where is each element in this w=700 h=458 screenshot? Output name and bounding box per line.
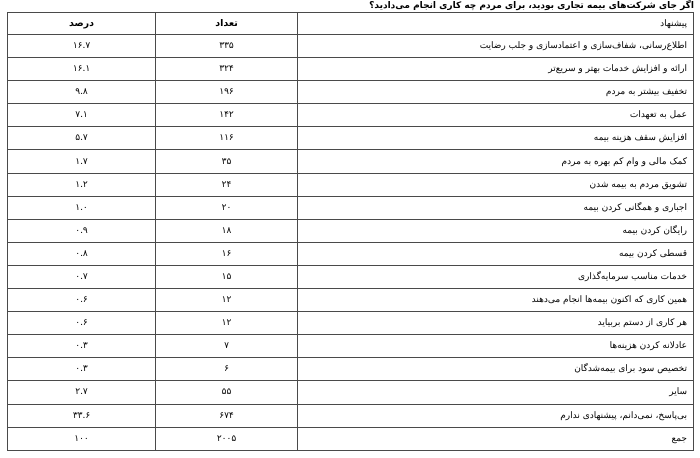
count-cell: ۷ [156,335,298,358]
suggestion-cell: عادلانه کردن هزینه‌ها [298,335,694,358]
count-cell: ۲۰۰۵ [156,427,298,450]
count-cell: ۱۸ [156,219,298,242]
count-cell: ۲۴ [156,173,298,196]
count-cell: ۱۲ [156,289,298,312]
count-cell: ۱۱۶ [156,127,298,150]
percent-cell: ۱۶.۷ [8,35,156,58]
count-cell: ۶ [156,358,298,381]
header-suggestion: پیشنهاد [298,13,694,35]
suggestion-cell: ارائه و افزایش خدمات بهتر و سریع‌تر [298,58,694,81]
suggestion-cell: افزایش سقف هزینه بیمه [298,127,694,150]
count-cell: ۱۹۶ [156,81,298,104]
percent-cell: ۰.۳ [8,335,156,358]
count-cell: ۳۵ [156,150,298,173]
suggestion-cell: تشویق مردم به بیمه شدن [298,173,694,196]
table-row [8,150,694,173]
table-row [8,219,694,242]
count-cell: ۳۲۴ [156,58,298,81]
count-cell: ۱۶ [156,242,298,265]
percent-cell: ۵.۷ [8,127,156,150]
table-row [8,335,694,358]
percent-cell: ۰.۸ [8,242,156,265]
table-row [8,242,694,265]
suggestion-cell: تخفیف بیشتر به مردم [298,81,694,104]
percent-cell: ۰.۳ [8,358,156,381]
table-row [8,381,694,404]
count-cell: ۱۴۲ [156,104,298,127]
suggestion-cell: قسطی کردن بیمه [298,242,694,265]
percent-cell: ۰.۶ [8,289,156,312]
header-percent: درصد [8,13,156,35]
percent-cell: ۰.۶ [8,312,156,335]
suggestion-cell: جمع [298,427,694,450]
suggestion-cell: بی‌پاسخ، نمی‌دانم، پیشنهادی ندارم [298,404,694,427]
suggestion-cell: کمک مالی و وام کم بهره به مردم [298,150,694,173]
count-cell: ۵۵ [156,381,298,404]
table-row [8,104,694,127]
table-row [8,58,694,81]
count-cell: ۱۲ [156,312,298,335]
header-count: تعداد [156,13,298,35]
table-body [8,13,694,451]
suggestion-cell: تخصیص سود برای بیمه‌شدگان [298,358,694,381]
table-row [8,196,694,219]
suggestion-cell: اطلاع‌رسانی، شفاف‌سازی و اعتمادسازی و جلب رضایت [298,35,694,58]
table-row [8,81,694,104]
suggestion-cell: خدمات مناسب سرمایه‌گذاری [298,265,694,288]
suggestion-cell: هر کاری از دستم بربیاید [298,312,694,335]
percent-cell: ۱۶.۱ [8,58,156,81]
percent-cell: ۱۰۰ [8,427,156,450]
percent-cell: ۳۳.۶ [8,404,156,427]
percent-cell: ۷.۱ [8,104,156,127]
percent-cell: ۲.۷ [8,381,156,404]
percent-cell: ۱.۷ [8,150,156,173]
count-cell: ۱۵ [156,265,298,288]
percent-cell: ۰.۷ [8,265,156,288]
percent-cell: ۰.۹ [8,219,156,242]
count-cell: ۲۰ [156,196,298,219]
table-row [8,35,694,58]
suggestion-cell: عمل به تعهدات [298,104,694,127]
suggestion-cell: رایگان کردن بیمه [298,219,694,242]
table-header-row [8,13,694,35]
suggestion-cell: اجباری و همگانی کردن بیمه [298,196,694,219]
percent-cell: ۱.۰ [8,196,156,219]
table-row [8,173,694,196]
table-row [8,265,694,288]
percent-cell: ۹.۸ [8,81,156,104]
suggestion-cell: سایر [298,381,694,404]
count-cell: ۳۳۵ [156,35,298,58]
count-cell: ۶۷۴ [156,404,298,427]
table-total-row [8,427,694,450]
table-row [8,404,694,427]
suggestion-cell: همین کاری که اکنون بیمه‌ها انجام می‌دهند [298,289,694,312]
survey-results-table [7,12,694,451]
table-title: اگر جای شرکت‌های بیمه تجاری بودید، برای مردم چه کاری انجام می‌دادید؟ [369,1,694,11]
percent-cell: ۱.۲ [8,173,156,196]
table-row [8,127,694,150]
table-row [8,358,694,381]
table-row [8,312,694,335]
table-row [8,289,694,312]
